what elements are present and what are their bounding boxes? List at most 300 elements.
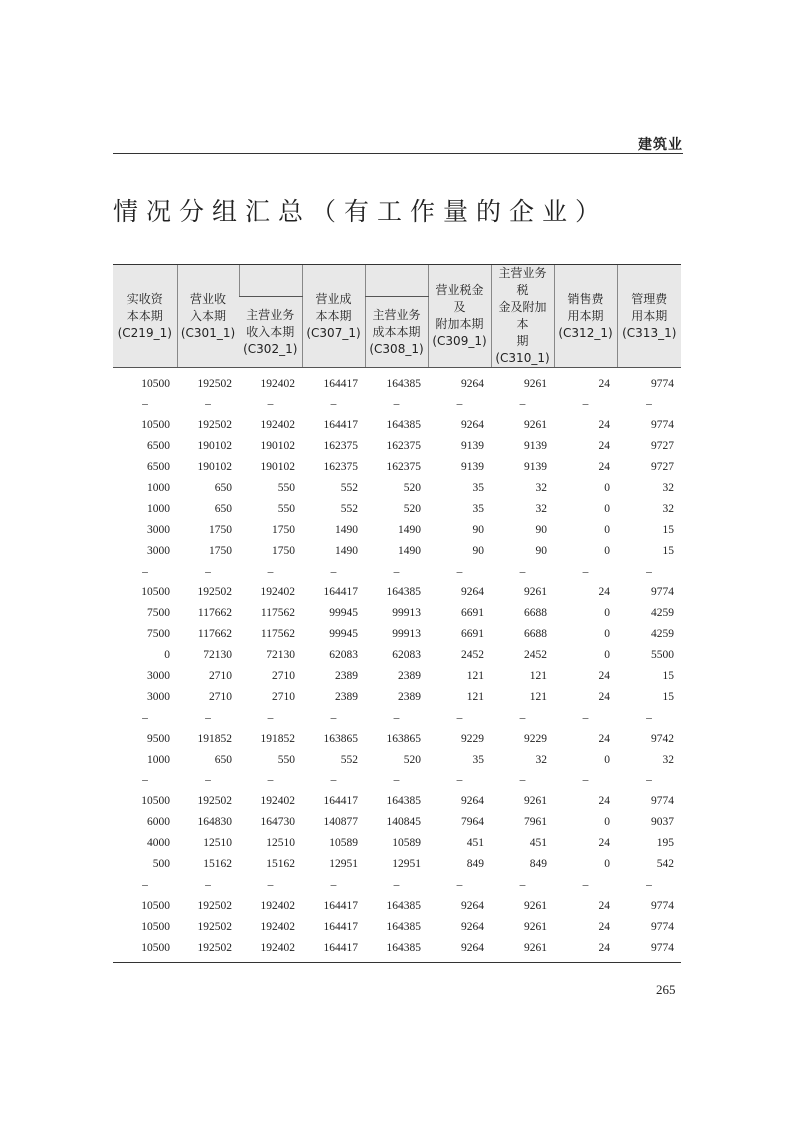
table-row [113,791,681,812]
column-header-line: 管理费 [631,291,668,306]
table-cell: 6688 [524,607,547,620]
table-cell: – [393,398,400,411]
table-row [113,749,681,770]
table-cell: 550 [277,753,295,766]
table-cell: – [646,711,652,724]
table-row [113,833,681,854]
table-cell: 9727 [651,461,674,474]
column-header-line: 用本期 [567,308,604,323]
table-cell: 15162 [266,858,295,871]
table-cell: 117662 [197,607,232,620]
table-cell: 9264 [461,899,484,912]
table-row [113,728,681,749]
table-cell: 35 [472,753,484,766]
table-cell: 552 [340,753,358,766]
table-cell: 117562 [260,607,295,620]
table-cell: 162375 [323,461,358,474]
table-cell: 35 [472,482,484,494]
table-cell: 6691 [461,607,484,620]
table-cell: 1750 [209,523,232,536]
table-cell: 500 [152,858,170,871]
table-cell: 24 [598,461,610,474]
table-cell: 10500 [141,899,170,912]
table-cell: 24 [598,899,610,912]
table-cell: 190102 [260,461,295,474]
table-cell: 2710 [209,670,232,683]
data-table [113,264,681,963]
table-cell: 192402 [260,419,295,432]
table-cell: 192502 [197,586,232,599]
column-header-line: 营业成 [315,291,352,306]
column-header-line: 本本期 [315,308,352,323]
table-cell: 192402 [260,795,295,808]
table-cell: – [456,398,463,411]
table-cell: – [205,878,211,891]
table-cell: 650 [214,482,232,494]
table-cell: 1000 [147,502,170,515]
table-cell: 9261 [524,899,547,912]
table-cell: 192502 [197,378,232,390]
table-cell: – [646,878,652,891]
table-row [113,812,681,833]
table-row [113,582,681,603]
table-cell: 9727 [651,440,674,453]
column-header-line: (C308_1) [369,341,424,356]
table-cell: 164730 [260,816,295,829]
column-header-line: 本本期 [126,308,163,323]
table-cell: – [205,774,211,787]
table-cell: 190102 [197,461,232,474]
table-cell: 117562 [260,628,295,641]
table-cell: 24 [598,690,610,703]
table-cell: 32 [535,502,547,515]
table-cell: 164417 [323,899,358,912]
table-cell: 90 [535,544,547,557]
table-cell: 4259 [651,628,674,641]
table-cell: 99945 [329,607,358,620]
table-cell: 520 [403,502,421,515]
table-cell: 99913 [392,607,421,620]
column-header-line: 主营业务 [372,307,421,322]
table-cell: 140877 [323,816,358,829]
table-cell: 164417 [323,378,358,390]
column-header-line: (C219_1) [117,325,172,340]
table-cell: 0 [604,858,610,871]
table-cell: 72130 [266,649,295,662]
page-number: 265 [656,982,676,997]
table-cell: 117662 [197,628,232,641]
table-cell: 550 [277,482,295,494]
table-cell: 849 [466,858,484,871]
table-cell: 10500 [141,586,170,599]
table-cell: 24 [598,419,610,432]
header-group-spacer [365,265,428,297]
table-cell: 0 [604,544,610,557]
table-row [113,603,681,624]
table-cell: 15162 [203,858,232,871]
table-cell: 9774 [651,586,674,599]
table-cell: 550 [277,502,295,515]
table-cell: 7961 [524,816,547,829]
table-cell: – [456,878,463,891]
table-cell: 9139 [461,461,484,474]
table-cell: 15 [662,544,674,557]
table-cell: 10500 [141,419,170,432]
table-cell: 6500 [147,440,170,453]
table-cell: – [267,711,274,724]
table-cell: 10500 [141,920,170,933]
table-cell: 12951 [392,858,421,871]
table-cell: 1490 [398,523,421,536]
table-cell: 9774 [651,378,674,390]
table-row [113,666,681,687]
column-header-line: 实收资 [126,291,163,306]
table-row [113,624,681,645]
table-cell: 1490 [335,523,358,536]
table-cell: 9139 [524,440,547,453]
table-cell: 190102 [260,440,295,453]
table-cell: 2389 [398,670,421,683]
table-cell: – [582,878,589,891]
table-cell: – [456,711,463,724]
table-row [113,895,681,916]
table-cell: 121 [466,670,484,683]
table-row [113,874,681,895]
table-cell: 162375 [323,440,358,453]
column-header-line: 期(C310_1) [495,334,550,365]
data-table-container [113,264,681,963]
table-cell: – [142,398,148,411]
table-cell: – [646,565,652,578]
table-cell: 3000 [147,523,170,536]
table-cell: – [646,774,652,787]
table-cell: 15 [662,690,674,703]
table-cell: 164417 [323,586,358,599]
header-group-spacer [239,265,302,297]
table-cell: 121 [466,690,484,703]
table-cell: 10500 [141,795,170,808]
column-header-line: (C307_1) [306,325,361,340]
table-cell: 0 [604,502,610,515]
table-cell: 9264 [461,378,484,390]
table-cell: 9229 [461,732,484,745]
table-cell: 9774 [617,937,681,962]
column-header-line: 附加本期 [435,317,484,331]
table-cell: 2710 [209,690,232,703]
table-cell: 0 [604,628,610,641]
table-cell: 2710 [272,670,295,683]
table-cell: 121 [529,690,547,703]
table-cell: 164385 [365,937,428,962]
table-cell: 1000 [147,753,170,766]
table-cell: 849 [529,858,547,871]
table-cell: 6691 [461,628,484,641]
column-header-line: (C313_1) [622,325,677,340]
table-cell: – [267,878,274,891]
table-cell: – [582,711,589,724]
table-cell: 6500 [147,461,170,474]
table-cell: 90 [472,523,484,536]
table-cell: – [205,565,211,578]
table-row [113,561,681,582]
column-header-line: (C312_1) [558,325,613,340]
table-cell: – [142,711,148,724]
table-cell: 9139 [524,461,547,474]
table-cell: 24 [598,837,610,850]
table-cell: 3000 [147,544,170,557]
table-cell: 0 [604,523,610,536]
table-row [113,854,681,875]
table-cell: 140845 [386,816,421,829]
table-cell: 24 [554,937,617,962]
table-cell: 9261 [524,419,547,432]
table-cell: 164417 [323,795,358,808]
table-cell: 192502 [177,937,239,962]
table-cell: 9261 [524,378,547,390]
table-cell: 6688 [524,628,547,641]
table-header [113,265,681,368]
table-cell: 5500 [651,649,674,662]
table-row [113,436,681,457]
table-cell: 7500 [147,628,170,641]
table-row [113,540,681,561]
table-cell: 0 [604,753,610,766]
table-row [113,770,681,791]
table-cell: 0 [604,816,610,829]
table-cell: 1490 [398,544,421,557]
table-cell: – [267,398,274,411]
table-cell: – [205,711,211,724]
table-cell: 195 [656,837,674,850]
table-cell: – [330,565,337,578]
table-cell: – [582,774,589,787]
column-header-line: 用本期 [631,308,668,323]
column-header-line: 主营业务税 [498,266,547,297]
column-header-line: 成本本期 [372,324,421,339]
page-title: 情况分组汇总（有工作量的企业） [113,197,609,226]
table-cell: 192502 [197,920,232,933]
table-cell: 35 [472,502,484,515]
table-cell: 0 [604,482,610,494]
table-row [113,368,681,395]
table-cell: 10589 [329,837,358,850]
column-header [302,265,365,368]
table-cell: 24 [598,920,610,933]
table-cell: 2710 [272,690,295,703]
table-cell: 1750 [209,544,232,557]
table-cell: – [330,878,337,891]
column-header [177,265,239,368]
column-header [554,265,617,368]
table-cell: 99945 [329,628,358,641]
table-cell: 10500 [113,937,177,962]
table-cell: 192502 [197,795,232,808]
table-row [113,645,681,666]
table-row [113,686,681,707]
column-header-line: (C302_1) [243,341,298,356]
table-row [113,707,681,728]
table-cell: 192502 [197,899,232,912]
table-cell: 9774 [651,899,674,912]
table-cell: 9229 [524,732,547,745]
column-header-line: (C301_1) [180,325,236,340]
table-cell: 164417 [323,920,358,933]
table-cell: – [267,565,274,578]
table-cell: 32 [662,753,674,766]
table-cell: 164417 [302,937,365,962]
table-cell: 520 [403,753,421,766]
table-row [113,478,681,499]
table-cell: 24 [598,670,610,683]
table-cell: 9774 [651,795,674,808]
table-cell: 9264 [428,937,491,962]
column-header [428,265,491,368]
table-cell: 12510 [266,837,295,850]
table-cell: – [393,711,400,724]
table-cell: 163865 [386,732,421,745]
table-cell: 9037 [651,816,674,829]
table-cell: 10500 [141,378,170,390]
table-cell: – [142,774,148,787]
table-cell: 12510 [203,837,232,850]
table-cell: 1000 [147,482,170,494]
column-header [491,265,554,368]
table-row [113,457,681,478]
table-cell: 164417 [323,419,358,432]
table-cell: 7964 [461,816,484,829]
table-cell: 162375 [386,440,421,453]
table-cell: 24 [598,378,610,390]
table-cell: 192502 [197,419,232,432]
table-cell: 90 [472,544,484,557]
table-cell: – [393,878,400,891]
table-cell: – [456,774,463,787]
table-cell: 32 [535,482,547,494]
column-header-line: 金及附加本 [498,300,547,331]
column-header [113,265,177,368]
table-cell: 164385 [386,419,421,432]
table-cell: 191852 [260,732,295,745]
table-cell: 2389 [335,690,358,703]
table-cell: 9264 [461,419,484,432]
table-cell: 9500 [147,732,170,745]
table-cell: 15 [662,670,674,683]
table-cell: – [142,565,148,578]
table-cell: 10589 [392,837,421,850]
table-cell: – [582,398,589,411]
column-header-line: 销售费 [567,291,604,306]
table-cell: – [330,711,337,724]
table-cell: 192402 [260,378,295,390]
table-cell: 451 [529,837,547,850]
table-cell: 9742 [651,732,674,745]
table-cell: 2389 [335,670,358,683]
column-header [365,297,428,368]
table-cell: 90 [535,523,547,536]
table-row [113,519,681,540]
table-cell: – [582,565,589,578]
table-cell: – [330,398,337,411]
table-row [113,394,681,415]
section-label: 建筑业 [638,137,683,153]
table-cell: 1750 [272,544,295,557]
column-header-line: 收入本期 [246,324,295,339]
table-cell: – [330,774,337,787]
table-cell: 192402 [260,920,295,933]
table-cell: 9261 [524,920,547,933]
table-cell: 3000 [147,670,170,683]
table-cell: 1750 [272,523,295,536]
table-cell: 9774 [651,920,674,933]
table-cell: 7500 [147,607,170,620]
table-cell: 6000 [147,816,170,829]
table-cell: 192402 [260,899,295,912]
table-cell: 12951 [329,858,358,871]
table-cell: – [393,565,400,578]
table-cell: 552 [340,502,358,515]
table-cell: 164385 [386,899,421,912]
table-cell: – [519,878,526,891]
table-cell: 4000 [147,837,170,850]
table-cell: – [519,711,526,724]
table-cell: 542 [656,858,674,871]
table-cell: – [519,398,526,411]
table-cell: – [519,774,526,787]
table-cell: 164385 [386,920,421,933]
table-cell: 191852 [197,732,232,745]
table-cell: 164385 [386,378,421,390]
column-header-line: 营业税金及 [435,283,484,314]
table-cell: 99913 [392,628,421,641]
table-cell: 3000 [147,690,170,703]
table-cell: – [646,398,652,411]
table-cell: 9261 [524,586,547,599]
table-cell: 164830 [197,816,232,829]
table-cell: 9261 [524,795,547,808]
table-cell: – [456,565,463,578]
column-header-line: (C309_1) [432,334,487,348]
table-cell: 162375 [386,461,421,474]
table-cell: 192402 [260,586,295,599]
table-cell: 190102 [197,440,232,453]
table-cell: 9774 [651,419,674,432]
table-row [113,415,681,436]
table-cell: 62083 [392,649,421,662]
table-cell: 1490 [335,544,358,557]
table-cell: 9264 [461,795,484,808]
table-cell: 2389 [398,690,421,703]
header-rule [113,153,683,154]
table-cell: – [267,774,274,787]
column-header-line: 入本期 [189,308,226,323]
table-body [113,368,681,963]
table-cell: 9264 [461,920,484,933]
table-cell: 163865 [323,732,358,745]
table-cell: – [393,774,400,787]
table-cell: 0 [604,607,610,620]
column-header-line: 主营业务 [246,307,295,322]
table-cell: 451 [466,837,484,850]
table-cell: 9264 [461,586,484,599]
column-header [239,297,302,368]
table-cell: 15 [662,523,674,536]
table-cell: 24 [598,440,610,453]
table-cell: 24 [598,732,610,745]
table-cell: 9261 [491,937,554,962]
table-cell: – [205,398,211,411]
table-cell: 62083 [329,649,358,662]
table-cell: 121 [529,670,547,683]
